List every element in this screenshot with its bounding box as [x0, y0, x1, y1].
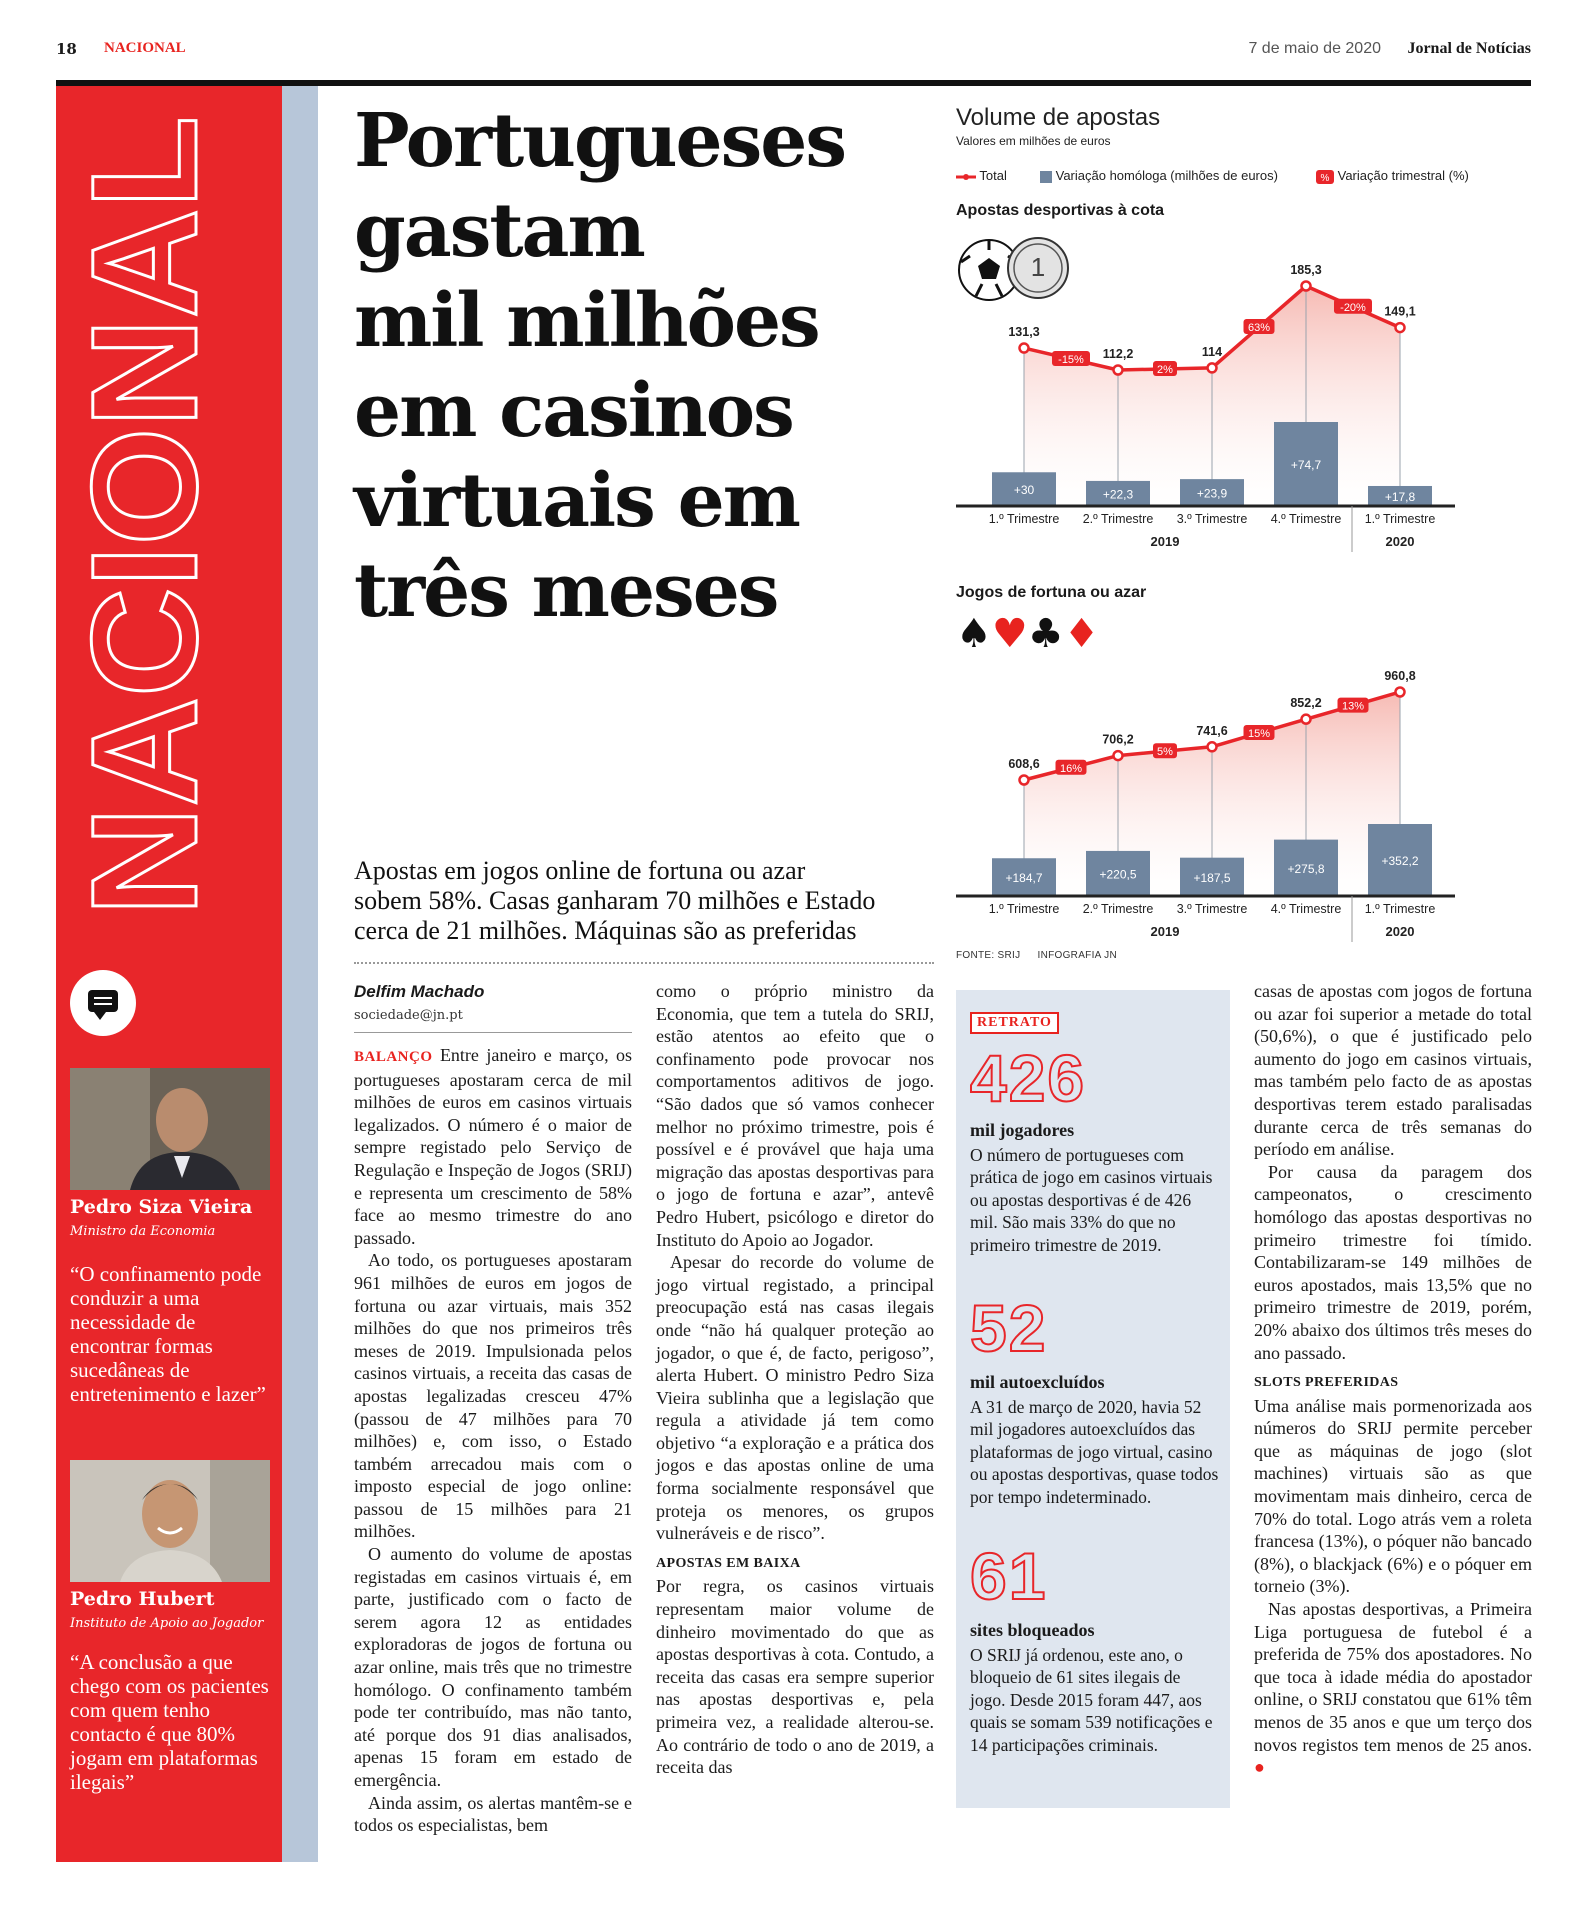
- line-swatch-icon: [956, 172, 976, 182]
- total-point: [1208, 363, 1217, 372]
- x-tick-label: 1.º Trimestre: [1364, 512, 1436, 526]
- lead-line: Apostas em jogos online de fortuna ou azar: [354, 856, 806, 885]
- x-tick-label: 4.º Trimestre: [1270, 512, 1342, 526]
- headline-line: Portugueses: [354, 98, 846, 184]
- bar-label: +187,5: [1193, 870, 1231, 885]
- infographic-subtitle: Valores em milhões de euros: [956, 134, 1111, 148]
- bar-label: +275,8: [1287, 861, 1325, 876]
- lead-paragraph: [354, 856, 944, 946]
- paragraph-text: Entre janeiro e março, os portugueses apostaram cerca de mil milhões de euros em casinos virtuais legalizados. O número é o maior de sempre registado pelo Serviço de Regulação e Inspeção de Jogos (SRIJ) e representa um crescimento de 58% face ao mesmo trimestre do ano passado.: [354, 1045, 633, 1248]
- article-paragraph: casas de apostas com jogos de fortuna ou azar foi superior a metade do total (50,6%), o que é justificado pelo aumento do jogo em casinos virtuais, mas também pelo facto de as apostas desportivas terem estado paralisadas durante cerca de três semanas do período em análise.: [1254, 981, 1532, 1160]
- article-paragraph: Por causa da paragem dos campeonatos, o crescimento homólogo das apostas desportivas no primeiro trimestre foi tímido. Contabilizaram-se 149 milhões de euros apostados, mais 13,5% que no primeiro trimestre de 2019, porém, 20% abaixo dos últimos três meses do ano passado.: [1254, 1161, 1532, 1363]
- article-paragraph: O aumento do volume de apostas registadas em casinos virtuais é, em parte, justificado com o facto de serem agora 12 as entidades exploradoras de jogos de fortuna ou azar online, mais três que no trimestre homólogo. O confinamento também pode ter contribuído, mas não tanto, até porque dos 91 dias analisados, apenas 15 foram em estado de emergência.: [354, 1544, 632, 1790]
- total-label: 114: [1201, 344, 1223, 359]
- percent-label: 13%: [1341, 700, 1365, 713]
- article-paragraph: como o próprio ministro da Economia, que tem a tutela do SRIJ, estão atentos ao efeito que o confinamento pode provocar nos comportamentos aditivos de jogo. “São dados que só vamos conhecer melhor no próximo trimestre, pois é possível e é provável que haja uma migração das apostas desportivas para o jogo de fortuna e azar”, antevê Pedro Hubert, psicólogo e diretor do Instituto do Apoio ao Jogador.: [656, 981, 934, 1250]
- headline-line: gastam: [354, 188, 644, 274]
- chart-jogos-fortuna-azar: [950, 640, 1540, 950]
- person-role: Ministro da Economia: [70, 1224, 216, 1239]
- total-point: [1396, 323, 1405, 332]
- total-label: 852,2: [1290, 696, 1322, 711]
- x-tick-label: 3.º Trimestre: [1176, 902, 1248, 916]
- x-tick-label: 1.º Trimestre: [988, 902, 1060, 916]
- subheading: SLOTS PREFERIDAS: [1254, 1375, 1399, 1391]
- bar-label: +17,8: [1384, 489, 1416, 504]
- percent-label: -15%: [1058, 354, 1084, 367]
- article-paragraph: Ao todo, os portugueses apostaram 961 milhões de euros em jogos de fortuna ou azar virtuais, mais 352 milhões do que nos primeiros três meses de 2019. Impulsionada pelos casinos virtuais, a receita das casas de apostas legalizadas cresceu 47% (passou de 47 milhões para 70 milhões) e, com isso, o Estado também arrecadou mais com o imposto especial de jogo online: passou de 15 milhões para 21 milhões.: [354, 1250, 632, 1542]
- article-paragraph: Apesar do recorde do volume de jogo virtual registado, a principal preocupação está nas casas ilegais onde “não há qualquer proteção ao jogador, o que é, de facto, perigoso”, alerta Hubert. O ministro Pedro Siza Vieira sublinha que a legislação que regula a atividade já tem como objetivo “a exploração e a prática dos jogos e das apostas online de uma forma socialmente responsável que proteja os menores, os grupos vulneráveis e de risco”.: [656, 1252, 934, 1544]
- stat-text: O número de portugueses com prática de jogo em casinos virtuais ou apostas desportivas é de 426 mil. São mais 33% do que no primeiro trimestre de 2019.: [970, 1145, 1213, 1255]
- lead-line: sobem 58%. Casas ganharam 70 milhões e Estado: [354, 886, 876, 915]
- legend-item-total: [956, 168, 1007, 183]
- total-point: [1020, 776, 1029, 785]
- total-label: 131,3: [1008, 325, 1040, 340]
- x-tick-label: 2.º Trimestre: [1082, 902, 1154, 916]
- total-point: [1208, 742, 1217, 751]
- end-mark-icon: ●: [1254, 1757, 1265, 1778]
- person-name: Pedro Hubert: [70, 1588, 215, 1610]
- bar-swatch-icon: [1040, 171, 1052, 183]
- page-number: 18: [56, 40, 77, 58]
- page-header: [56, 36, 1531, 64]
- total-label: 608,6: [1008, 757, 1040, 771]
- svg-text:%: %: [1320, 172, 1330, 184]
- total-point: [1114, 751, 1123, 760]
- headline-line: em casinos: [354, 368, 793, 454]
- total-point: [1020, 344, 1029, 353]
- subheading: APOSTAS EM BAIXA: [656, 1555, 801, 1571]
- headline-line: três meses: [354, 548, 778, 634]
- pull-quote: “A conclusão a que chego com os pacientes com quem tenho contacto é que 80% jogam em plataformas ilegais”: [70, 1650, 269, 1794]
- person-name: Pedro Siza Vieira: [70, 1196, 253, 1218]
- total-label: 706,2: [1102, 732, 1134, 747]
- legend-label: Total: [979, 168, 1007, 183]
- percent-swatch-icon: [1316, 170, 1334, 184]
- retrato-box: [956, 990, 1230, 1808]
- legend-label: Variação trimestral (%): [1337, 168, 1469, 183]
- stat-heading: mil jogadores: [970, 1120, 1075, 1140]
- pull-quote: “O confinamento pode conduzir a uma necessidade de encontrar formas sucedâneas de entretenimento e lazer”: [70, 1262, 266, 1406]
- publication-name: Jornal de Notícias: [1407, 40, 1531, 57]
- year-label: 2020: [1385, 924, 1415, 939]
- legend-label: Variação homóloga (milhões de euros): [1055, 168, 1278, 183]
- kicker: BALANÇO: [354, 1049, 433, 1065]
- stat-heading: mil autoexcluídos: [970, 1372, 1105, 1392]
- total-label: 960,8: [1384, 669, 1416, 683]
- heart-icon: ♥: [991, 611, 1028, 657]
- total-label: 149,1: [1384, 304, 1416, 319]
- byline-rule: [354, 1032, 632, 1033]
- stat-number: 52: [970, 1291, 1048, 1365]
- x-tick-label: 2.º Trimestre: [1082, 512, 1154, 526]
- stat-number: 426: [970, 1041, 1087, 1115]
- source-text: FONTE: SRIJ: [956, 950, 1021, 961]
- percent-label: 2%: [1157, 363, 1173, 376]
- year-label: 2019: [1150, 534, 1180, 549]
- total-point: [1302, 282, 1311, 291]
- section-name: NACIONAL: [104, 40, 186, 56]
- total-point: [1396, 688, 1405, 697]
- percent-label: -20%: [1340, 301, 1366, 314]
- infographic-source: [956, 950, 1131, 961]
- author-email: sociedade@jn.pt: [354, 1008, 463, 1023]
- vertical-section-text: NACIONAL: [68, 124, 228, 916]
- x-tick-label: 3.º Trimestre: [1176, 512, 1248, 526]
- sidebar-blue-strip: [282, 86, 318, 1862]
- article-paragraph: [354, 1044, 632, 1249]
- total-point: [1114, 366, 1123, 375]
- bar-label: +23,9: [1196, 486, 1228, 501]
- headline-line: mil milhões: [354, 278, 819, 364]
- percent-label: 5%: [1157, 746, 1173, 759]
- article-column-1: [354, 1044, 632, 1837]
- dotted-divider: [354, 962, 934, 964]
- vertical-section-label: [68, 104, 228, 924]
- article-paragraph: [1254, 1598, 1532, 1779]
- bar-label: +22,3: [1102, 487, 1134, 502]
- legend-item-trimestral: [1316, 168, 1469, 184]
- bar-label: +30: [1013, 483, 1035, 498]
- year-label: 2020: [1385, 534, 1415, 549]
- chart-title: Apostas desportivas à cota: [956, 202, 1165, 219]
- stat-heading: sites bloqueados: [970, 1620, 1095, 1640]
- stat-text: A 31 de março de 2020, havia 52 mil jogadores autoexcluídos das plataformas de jogo virtual, casino ou apostas desportivas, quase todos por tempo indeterminado.: [970, 1397, 1219, 1507]
- year-label: 2019: [1150, 924, 1180, 939]
- percent-label: 63%: [1247, 321, 1271, 334]
- issue-date: 7 de maio de 2020: [1248, 40, 1381, 57]
- lead-line: cerca de 21 milhões. Máquinas são as preferidas: [354, 916, 857, 945]
- total-label: 741,6: [1196, 723, 1228, 738]
- person-role: Instituto de Apoio ao Jogador: [70, 1616, 264, 1631]
- headline-line: virtuais em: [354, 458, 799, 544]
- percent-label: 16%: [1059, 762, 1083, 775]
- article-paragraph: Uma análise mais pormenorizada aos números do SRIJ permite perceber que as máquinas de jogo (slot machines) virtuais são as que movimentam mais dinheiro, cerca de 70% do total. Logo atrás vem a roleta francesa (13%), o póquer não bancado (8%), o blackjack (6%) e o póquer em torneio (3%).: [1254, 1395, 1532, 1597]
- club-icon: ♣: [1027, 611, 1064, 657]
- paragraph-text: Nas apostas desportivas, a Primeira Liga portuguesa de futebol é a preferida de 75% dos apostadores. No que toca à idade média do apostador online, o SRIJ constatou que 61% têm menos de 35 anos e que um terço dos novos registos tem menos de 25 anos.: [1254, 1599, 1532, 1755]
- portrait-photo: [70, 1068, 270, 1190]
- bar-label: +184,7: [1005, 871, 1043, 886]
- legend-item-homologa: [1040, 168, 1278, 183]
- percent-label: 15%: [1247, 727, 1271, 740]
- stat-text: O SRIJ já ordenou, este ano, o bloqueio de 61 sites ilegais de jogo. Desde 2015 foram 447, aos quais se somam 539 notificações e 14 participações criminais.: [970, 1645, 1213, 1755]
- stat-number: 61: [970, 1539, 1048, 1613]
- portrait-photo: [70, 1460, 270, 1582]
- article-column-2: [656, 980, 934, 1779]
- infographic-title: Volume de apostas: [956, 104, 1161, 131]
- svg-text:1: 1: [1030, 252, 1046, 282]
- chart-title: Jogos de fortuna ou azar: [956, 584, 1147, 601]
- bar-label: +220,5: [1099, 867, 1137, 882]
- total-point: [1302, 715, 1311, 724]
- article-paragraph: Por regra, os casinos virtuais representam maior volume de dinheiro movimentado do que as apostas desportivas à cota. Contudo, a receita das casas era sempre superior nas apostas desportivas e, pela primeira vez, a realidade alterou-se. Ao contrário de todo o ano de 2019, a receita das: [656, 1576, 934, 1778]
- spade-icon: ♠: [956, 611, 992, 657]
- diamond-icon: ♦: [1063, 611, 1100, 657]
- x-tick-label: 1.º Trimestre: [988, 512, 1060, 526]
- retrato-label: RETRATO: [970, 1012, 1059, 1034]
- total-label: 112,2: [1102, 347, 1134, 361]
- bar-label: +352,2: [1381, 854, 1419, 868]
- x-tick-label: 1.º Trimestre: [1364, 902, 1436, 916]
- chart-apostas-desportivas: [950, 250, 1540, 570]
- speech-bubble-icon: [70, 970, 136, 1036]
- article-paragraph: Ainda assim, os alertas mantêm-se e todos os especialistas, bem: [354, 1792, 632, 1836]
- bar-label: +74,7: [1290, 458, 1322, 472]
- headline: [354, 96, 914, 636]
- total-label: 185,3: [1290, 263, 1322, 277]
- article-column-4: [1254, 980, 1532, 1779]
- credit-text: INFOGRAFIA JN: [1037, 950, 1117, 961]
- author-name: Delfim Machado: [354, 982, 485, 1001]
- x-tick-label: 4.º Trimestre: [1270, 902, 1342, 916]
